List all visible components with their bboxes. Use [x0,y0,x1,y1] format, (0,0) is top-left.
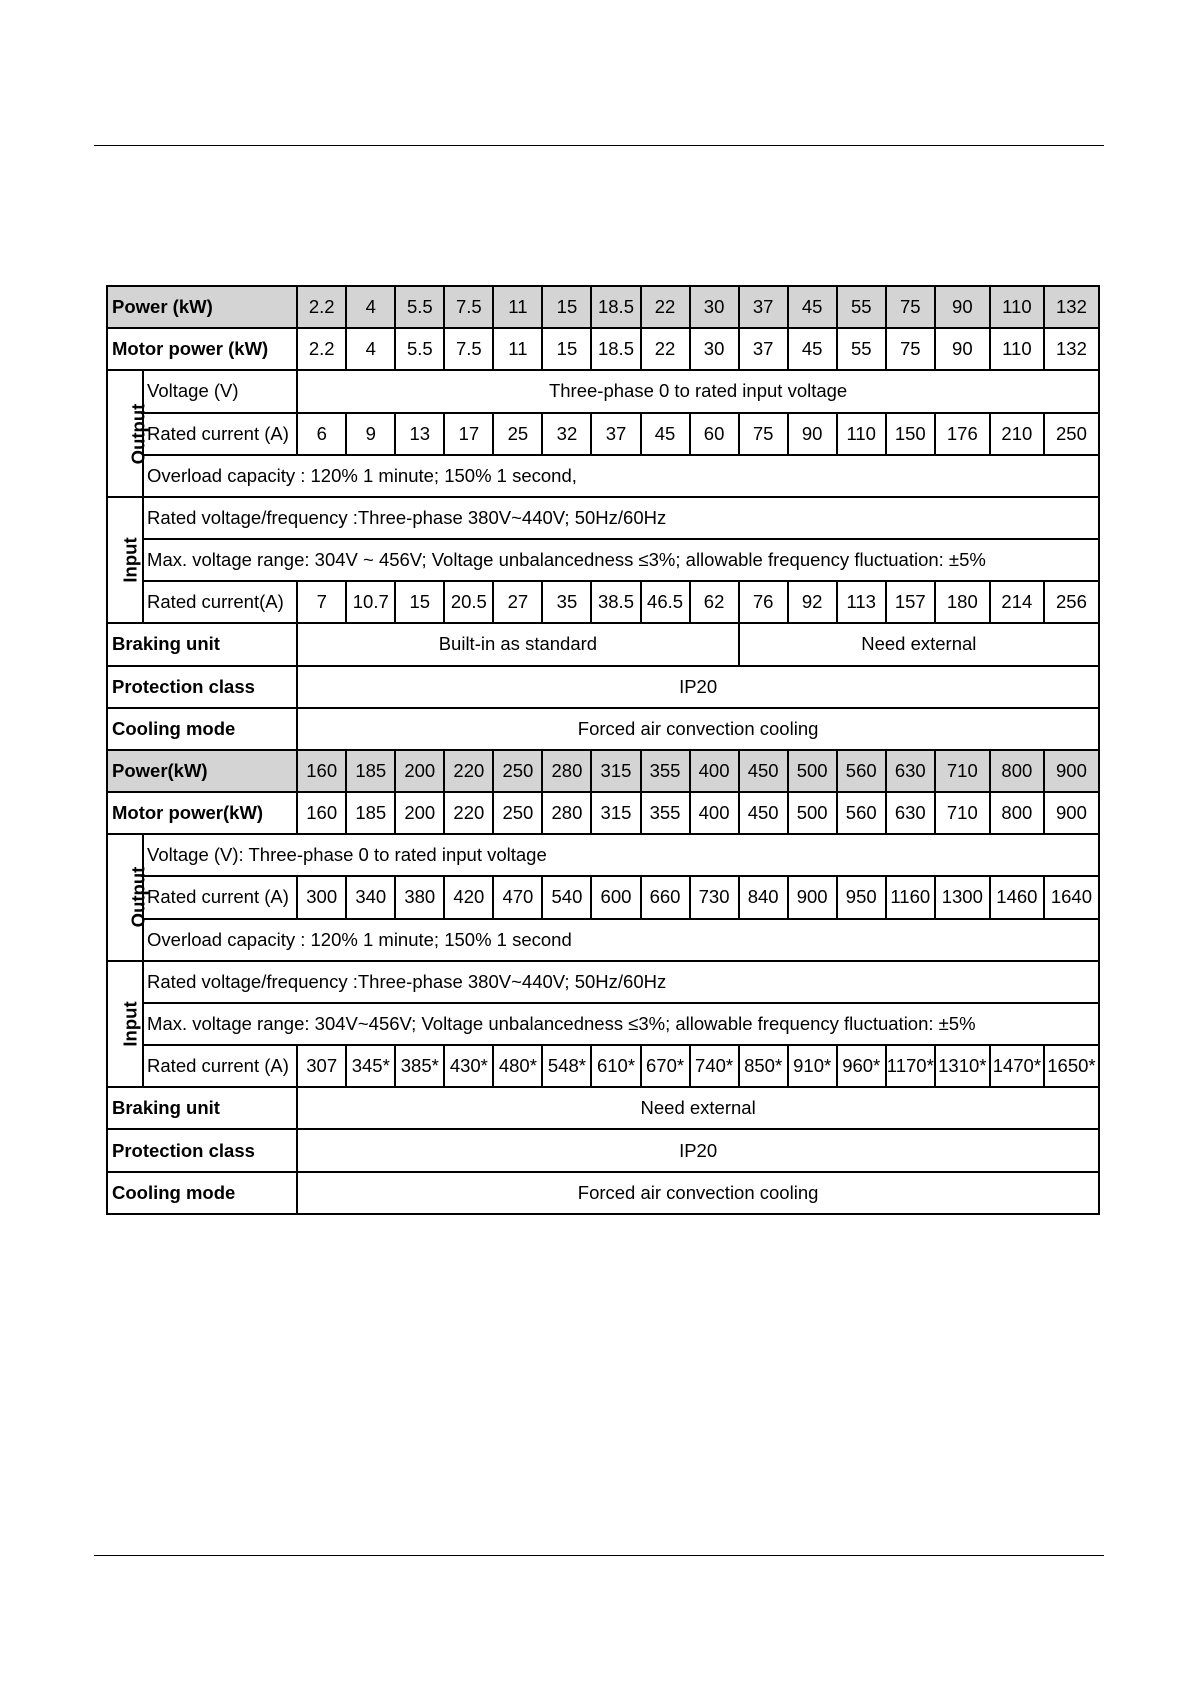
header-rule [94,145,1104,146]
out-current-cell: 1640 [1044,876,1099,918]
motor-cell: 11 [493,328,542,370]
table-row [107,919,1099,961]
out-current-cell: 660 [641,876,690,918]
in-current-cell: 214 [990,581,1044,623]
in-current-cell: 35 [542,581,591,623]
in-current-cell: 307 [297,1045,346,1087]
cooling-mode-value: Forced air convection cooling [297,1172,1099,1214]
in-current-cell: 1170* [886,1045,935,1087]
motor-cell: 37 [739,328,788,370]
in-current-cell: 850* [739,1045,788,1087]
power-cell: 110 [990,286,1044,328]
table-row [107,1129,1099,1171]
motor-cell: 90 [935,328,990,370]
output-voltage: Voltage (V): Three-phase 0 to rated input voltage [143,834,1099,876]
table-row [107,1003,1099,1045]
out-current-cell: 75 [739,413,788,455]
table-row [107,1087,1099,1129]
motor-cell: 500 [788,792,837,834]
table-row [107,286,1099,328]
table-row [107,876,1099,918]
motor-cell: 4 [346,328,395,370]
motor-cell: 280 [542,792,591,834]
in-current-cell: 180 [935,581,990,623]
out-current-cell: 300 [297,876,346,918]
input-current-label: Rated current (A) [143,1045,297,1087]
motor-power-label: Motor power (kW) [107,328,297,370]
in-current-cell: 15 [395,581,444,623]
out-current-cell: 13 [395,413,444,455]
output-group-label-text: Output [127,403,149,464]
power-cell: 45 [788,286,837,328]
output-voltage-label: Voltage (V) [143,370,297,412]
motor-cell: 450 [739,792,788,834]
out-current-cell: 540 [542,876,591,918]
input-group-label [107,497,143,624]
in-current-cell: 548* [542,1045,591,1087]
in-current-cell: 740* [690,1045,739,1087]
out-current-cell: 25 [493,413,542,455]
table-row [107,1172,1099,1214]
table-row [107,413,1099,455]
out-current-cell: 250 [1044,413,1099,455]
overload-capacity: Overload capacity : 120% 1 minute; 150% 1 second, [143,455,1099,497]
input-group-label-text: Input [119,1001,141,1047]
motor-cell: 710 [935,792,990,834]
input-group-label [107,961,143,1088]
motor-cell: 220 [444,792,493,834]
motor-cell: 160 [297,792,346,834]
out-current-cell: 380 [395,876,444,918]
braking-unit-external: Need external [739,623,1099,665]
motor-cell: 250 [493,792,542,834]
motor-cell: 200 [395,792,444,834]
table-row [107,370,1099,412]
table-row [107,539,1099,581]
power-label: Power (kW) [107,286,297,328]
out-current-cell: 1460 [990,876,1044,918]
overload-capacity: Overload capacity : 120% 1 minute; 150% 1 second [143,919,1099,961]
power-cell: 160 [297,750,346,792]
braking-unit-builtin: Built-in as standard [297,623,738,665]
out-current-cell: 420 [444,876,493,918]
in-current-cell: 345* [346,1045,395,1087]
output-group-label [107,370,149,497]
motor-cell: 7.5 [444,328,493,370]
footer-rule [94,1555,1104,1556]
power-cell: 90 [935,286,990,328]
out-current-cell: 110 [837,413,886,455]
power-cell: 15 [542,286,591,328]
braking-unit-external: Need external [297,1087,1099,1129]
power-cell: 7.5 [444,286,493,328]
motor-cell: 560 [837,792,886,834]
protection-class-value: IP20 [297,1129,1099,1171]
out-current-cell: 60 [690,413,739,455]
table-row [107,750,1099,792]
out-current-cell: 45 [641,413,690,455]
motor-cell: 355 [641,792,690,834]
power-label: Power(kW) [107,750,297,792]
power-cell: 710 [935,750,990,792]
power-cell: 75 [886,286,935,328]
power-cell: 2.2 [297,286,346,328]
power-cell: 22 [641,286,690,328]
power-cell: 18.5 [591,286,640,328]
input-voltage-range: Max. voltage range: 304V ~ 456V; Voltage unbalancedness ≤3%; allowable frequency fluctuation: ±5% [143,539,1099,581]
out-current-cell: 6 [297,413,346,455]
power-cell: 800 [990,750,1044,792]
braking-unit-label: Braking unit [107,1087,297,1129]
out-current-cell: 176 [935,413,990,455]
power-cell: 630 [886,750,935,792]
power-cell: 5.5 [395,286,444,328]
in-current-cell: 960* [837,1045,886,1087]
power-cell: 355 [641,750,690,792]
in-current-cell: 20.5 [444,581,493,623]
output-voltage-value: Three-phase 0 to rated input voltage [297,370,1099,412]
out-current-cell: 1160 [886,876,935,918]
input-voltage-range: Max. voltage range: 304V~456V; Voltage unbalancedness ≤3%; allowable frequency fluctuation: ±5% [143,1003,1099,1045]
protection-class-label: Protection class [107,666,297,708]
in-current-cell: 76 [739,581,788,623]
out-current-cell: 90 [788,413,837,455]
table-row [107,328,1099,370]
braking-unit-label: Braking unit [107,623,297,665]
in-current-cell: 7 [297,581,346,623]
input-voltage-frequency: Rated voltage/frequency :Three-phase 380V~440V; 50Hz/60Hz [143,497,1099,539]
out-current-cell: 17 [444,413,493,455]
power-cell: 220 [444,750,493,792]
power-cell: 37 [739,286,788,328]
in-current-cell: 430* [444,1045,493,1087]
power-cell: 11 [493,286,542,328]
motor-cell: 18.5 [591,328,640,370]
table-row [107,623,1099,665]
in-current-cell: 10.7 [346,581,395,623]
in-current-cell: 480* [493,1045,542,1087]
power-cell: 315 [591,750,640,792]
motor-cell: 132 [1044,328,1099,370]
table-row [107,1045,1099,1087]
specification-table [106,285,1100,1215]
in-current-cell: 38.5 [591,581,640,623]
table-row [107,497,1099,539]
motor-cell: 630 [886,792,935,834]
power-cell: 280 [542,750,591,792]
output-group-label-text: Output [127,867,149,928]
motor-cell: 5.5 [395,328,444,370]
power-cell: 900 [1044,750,1099,792]
motor-cell: 110 [990,328,1044,370]
motor-cell: 22 [641,328,690,370]
table-row [107,666,1099,708]
in-current-cell: 27 [493,581,542,623]
table-row [107,961,1099,1003]
motor-cell: 15 [542,328,591,370]
power-cell: 450 [739,750,788,792]
out-current-cell: 340 [346,876,395,918]
output-group-label [107,834,149,961]
in-current-cell: 1470* [990,1045,1044,1087]
in-current-cell: 256 [1044,581,1099,623]
power-cell: 132 [1044,286,1099,328]
motor-cell: 800 [990,792,1044,834]
motor-cell: 55 [837,328,886,370]
in-current-cell: 385* [395,1045,444,1087]
power-cell: 185 [346,750,395,792]
input-group-label-text: Input [119,537,141,583]
cooling-mode-value: Forced air convection cooling [297,708,1099,750]
output-current-label: Rated current (A) [143,413,297,455]
power-cell: 500 [788,750,837,792]
out-current-cell: 840 [739,876,788,918]
out-current-cell: 1300 [935,876,990,918]
in-current-cell: 46.5 [641,581,690,623]
motor-cell: 900 [1044,792,1099,834]
motor-cell: 75 [886,328,935,370]
protection-class-label: Protection class [107,1129,297,1171]
in-current-cell: 113 [837,581,886,623]
input-voltage-frequency: Rated voltage/frequency :Three-phase 380V~440V; 50Hz/60Hz [143,961,1099,1003]
out-current-cell: 900 [788,876,837,918]
out-current-cell: 9 [346,413,395,455]
motor-cell: 2.2 [297,328,346,370]
out-current-cell: 150 [886,413,935,455]
output-current-label: Rated current (A) [143,876,297,918]
power-cell: 200 [395,750,444,792]
out-current-cell: 730 [690,876,739,918]
in-current-cell: 1650* [1044,1045,1099,1087]
in-current-cell: 1310* [935,1045,990,1087]
motor-power-label: Motor power(kW) [107,792,297,834]
power-cell: 400 [690,750,739,792]
cooling-mode-label: Cooling mode [107,708,297,750]
table-row [107,708,1099,750]
motor-cell: 185 [346,792,395,834]
table-row [107,455,1099,497]
table-row [107,792,1099,834]
motor-cell: 30 [690,328,739,370]
motor-cell: 315 [591,792,640,834]
out-current-cell: 950 [837,876,886,918]
power-cell: 4 [346,286,395,328]
power-cell: 55 [837,286,886,328]
in-current-cell: 62 [690,581,739,623]
out-current-cell: 37 [591,413,640,455]
in-current-cell: 92 [788,581,837,623]
table-body [107,286,1099,1214]
out-current-cell: 470 [493,876,542,918]
out-current-cell: 210 [990,413,1044,455]
in-current-cell: 910* [788,1045,837,1087]
motor-cell: 45 [788,328,837,370]
power-cell: 30 [690,286,739,328]
table-row [107,581,1099,623]
in-current-cell: 670* [641,1045,690,1087]
table-row [107,834,1099,876]
cooling-mode-label: Cooling mode [107,1172,297,1214]
out-current-cell: 32 [542,413,591,455]
power-cell: 250 [493,750,542,792]
out-current-cell: 600 [591,876,640,918]
in-current-cell: 157 [886,581,935,623]
motor-cell: 400 [690,792,739,834]
power-cell: 560 [837,750,886,792]
in-current-cell: 610* [591,1045,640,1087]
input-current-label: Rated current(A) [143,581,297,623]
protection-class-value: IP20 [297,666,1099,708]
